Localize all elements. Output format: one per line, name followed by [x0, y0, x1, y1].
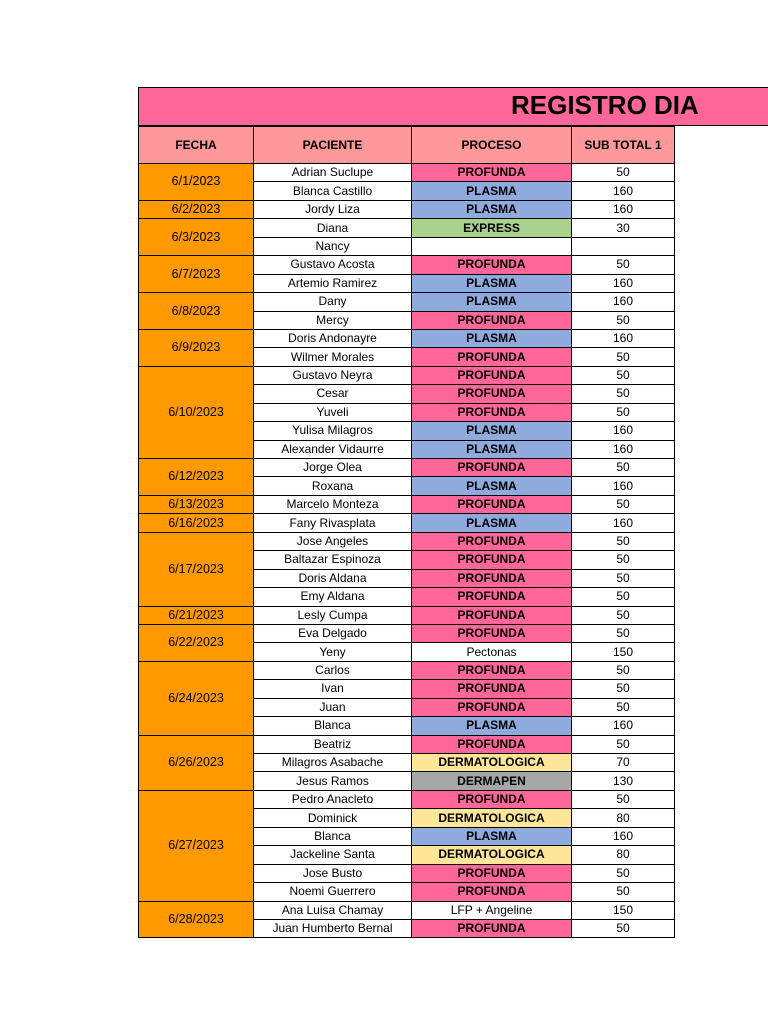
- patient-cell[interactable]: Gustavo Acosta: [254, 256, 412, 274]
- process-cell[interactable]: PROFUNDA: [412, 551, 572, 569]
- date-cell[interactable]: 6/12/2023: [139, 459, 254, 496]
- subtotal-cell[interactable]: 50: [572, 624, 675, 642]
- process-cell[interactable]: DERMATOLOGICA: [412, 754, 572, 772]
- subtotal-cell[interactable]: [572, 237, 675, 255]
- subtotal-cell[interactable]: 50: [572, 883, 675, 901]
- process-cell[interactable]: PROFUNDA: [412, 569, 572, 587]
- subtotal-cell[interactable]: 70: [572, 754, 675, 772]
- process-cell[interactable]: PROFUNDA: [412, 680, 572, 698]
- patient-cell[interactable]: Ivan: [254, 680, 412, 698]
- process-cell[interactable]: [412, 237, 572, 255]
- table-body: [139, 164, 675, 938]
- process-cell[interactable]: PROFUNDA: [412, 698, 572, 716]
- subtotal-cell[interactable]: 50: [572, 385, 675, 403]
- table-row: [139, 459, 675, 477]
- patient-cell[interactable]: Gustavo Neyra: [254, 366, 412, 384]
- patient-cell[interactable]: Dominick: [254, 809, 412, 827]
- table-row: [139, 735, 675, 753]
- date-cell[interactable]: 6/28/2023: [139, 901, 254, 938]
- process-cell[interactable]: Pectonas: [412, 643, 572, 661]
- process-cell[interactable]: PROFUNDA: [412, 864, 572, 882]
- date-cell[interactable]: 6/27/2023: [139, 790, 254, 901]
- patient-cell[interactable]: Marcelo Monteza: [254, 495, 412, 513]
- date-cell[interactable]: 6/10/2023: [139, 366, 254, 458]
- table-row: [139, 200, 675, 218]
- process-cell[interactable]: DERMAPEN: [412, 772, 572, 790]
- patient-cell[interactable]: Adrian Suclupe: [254, 164, 412, 182]
- patient-cell[interactable]: Beatriz: [254, 735, 412, 753]
- subtotal-cell[interactable]: 150: [572, 643, 675, 661]
- header-subtotal[interactable]: SUB TOTAL 1: [572, 127, 675, 164]
- patient-cell[interactable]: Mercy: [254, 311, 412, 329]
- subtotal-cell[interactable]: 50: [572, 864, 675, 882]
- table-row: [139, 329, 675, 347]
- patient-cell[interactable]: Jordy Liza: [254, 200, 412, 218]
- subtotal-cell[interactable]: 50: [572, 680, 675, 698]
- patient-cell[interactable]: Jackeline Santa: [254, 846, 412, 864]
- date-cell[interactable]: 6/1/2023: [139, 164, 254, 201]
- subtotal-cell[interactable]: 50: [572, 569, 675, 587]
- subtotal-cell[interactable]: 50: [572, 495, 675, 513]
- date-cell[interactable]: 6/7/2023: [139, 256, 254, 293]
- process-cell[interactable]: PROFUNDA: [412, 790, 572, 808]
- subtotal-cell[interactable]: 160: [572, 514, 675, 532]
- subtotal-cell[interactable]: 50: [572, 348, 675, 366]
- subtotal-cell[interactable]: 80: [572, 809, 675, 827]
- process-cell[interactable]: PLASMA: [412, 514, 572, 532]
- subtotal-cell[interactable]: 160: [572, 200, 675, 218]
- subtotal-cell[interactable]: 50: [572, 698, 675, 716]
- subtotal-cell[interactable]: 160: [572, 422, 675, 440]
- subtotal-cell[interactable]: 50: [572, 606, 675, 624]
- patient-cell[interactable]: Emy Aldana: [254, 588, 412, 606]
- header-proceso[interactable]: PROCESO: [412, 127, 572, 164]
- subtotal-cell[interactable]: 160: [572, 477, 675, 495]
- subtotal-cell[interactable]: 50: [572, 256, 675, 274]
- subtotal-cell[interactable]: 50: [572, 588, 675, 606]
- subtotal-cell[interactable]: 80: [572, 846, 675, 864]
- subtotal-cell[interactable]: 160: [572, 827, 675, 845]
- date-cell[interactable]: 6/16/2023: [139, 514, 254, 532]
- subtotal-cell[interactable]: 50: [572, 311, 675, 329]
- table-row: [139, 606, 675, 624]
- subtotal-cell[interactable]: 160: [572, 293, 675, 311]
- patient-cell[interactable]: Baltazar Espinoza: [254, 551, 412, 569]
- date-cell[interactable]: 6/13/2023: [139, 495, 254, 513]
- subtotal-cell[interactable]: 50: [572, 532, 675, 550]
- process-cell[interactable]: PLASMA: [412, 440, 572, 458]
- patient-cell[interactable]: Milagros Asabache: [254, 754, 412, 772]
- patient-cell[interactable]: Ana Luisa Chamay: [254, 901, 412, 919]
- patient-cell[interactable]: Eva Delgado: [254, 624, 412, 642]
- process-cell[interactable]: PLASMA: [412, 293, 572, 311]
- date-cell[interactable]: 6/17/2023: [139, 532, 254, 606]
- patient-cell[interactable]: Roxana: [254, 477, 412, 495]
- subtotal-cell[interactable]: 50: [572, 164, 675, 182]
- subtotal-cell[interactable]: 50: [572, 403, 675, 421]
- date-cell[interactable]: 6/26/2023: [139, 735, 254, 790]
- subtotal-cell[interactable]: 160: [572, 329, 675, 347]
- process-cell[interactable]: PROFUNDA: [412, 385, 572, 403]
- process-cell[interactable]: PROFUNDA: [412, 883, 572, 901]
- patient-cell[interactable]: Alexander Vidaurre: [254, 440, 412, 458]
- process-cell[interactable]: PROFUNDA: [412, 403, 572, 421]
- table-row: [139, 219, 675, 237]
- subtotal-cell[interactable]: 50: [572, 735, 675, 753]
- process-cell[interactable]: PLASMA: [412, 717, 572, 735]
- subtotal-cell[interactable]: 50: [572, 459, 675, 477]
- process-cell[interactable]: PLASMA: [412, 477, 572, 495]
- subtotal-cell[interactable]: 50: [572, 790, 675, 808]
- patient-cell[interactable]: Yuveli: [254, 403, 412, 421]
- patient-cell[interactable]: Pedro Anacleto: [254, 790, 412, 808]
- subtotal-cell[interactable]: 160: [572, 440, 675, 458]
- subtotal-cell[interactable]: 150: [572, 901, 675, 919]
- sheet-title: REGISTRO DIA: [511, 90, 699, 120]
- patient-cell[interactable]: Wilmer Morales: [254, 348, 412, 366]
- patient-cell[interactable]: Doris Andonayre: [254, 329, 412, 347]
- subtotal-cell[interactable]: 160: [572, 182, 675, 200]
- header-row: [139, 127, 675, 164]
- table-row: [139, 514, 675, 532]
- process-cell[interactable]: PROFUNDA: [412, 366, 572, 384]
- subtotal-cell[interactable]: 160: [572, 717, 675, 735]
- process-cell[interactable]: DERMATOLOGICA: [412, 846, 572, 864]
- patient-cell[interactable]: Jose Angeles: [254, 532, 412, 550]
- process-cell[interactable]: PROFUNDA: [412, 661, 572, 679]
- patient-cell[interactable]: Juan Humberto Bernal: [254, 919, 412, 937]
- table-row: [139, 293, 675, 311]
- table-row: [139, 901, 675, 919]
- patient-cell[interactable]: Jorge Olea: [254, 459, 412, 477]
- date-cell[interactable]: 6/21/2023: [139, 606, 254, 624]
- patient-cell[interactable]: Lesly Cumpa: [254, 606, 412, 624]
- date-cell[interactable]: 6/9/2023: [139, 329, 254, 366]
- process-cell[interactable]: PROFUNDA: [412, 606, 572, 624]
- process-cell[interactable]: PLASMA: [412, 827, 572, 845]
- process-cell[interactable]: PROFUNDA: [412, 735, 572, 753]
- patient-cell[interactable]: Yulisa Milagros: [254, 422, 412, 440]
- subtotal-cell[interactable]: 50: [572, 366, 675, 384]
- process-cell[interactable]: PLASMA: [412, 329, 572, 347]
- table-row: [139, 164, 675, 182]
- date-cell[interactable]: 6/2/2023: [139, 200, 254, 218]
- table-row: [139, 661, 675, 679]
- registry-table: [138, 126, 675, 938]
- process-cell[interactable]: PROFUNDA: [412, 164, 572, 182]
- process-cell[interactable]: PROFUNDA: [412, 532, 572, 550]
- subtotal-cell[interactable]: 130: [572, 772, 675, 790]
- process-cell[interactable]: PROFUNDA: [412, 256, 572, 274]
- table-row: [139, 532, 675, 550]
- process-cell[interactable]: PROFUNDA: [412, 624, 572, 642]
- subtotal-cell[interactable]: 160: [572, 274, 675, 292]
- date-cell[interactable]: 6/3/2023: [139, 219, 254, 256]
- process-cell[interactable]: PLASMA: [412, 200, 572, 218]
- patient-cell[interactable]: Blanca: [254, 717, 412, 735]
- table-row: [139, 256, 675, 274]
- table-row: [139, 495, 675, 513]
- process-cell[interactable]: PLASMA: [412, 182, 572, 200]
- patient-cell[interactable]: Blanca: [254, 827, 412, 845]
- date-cell[interactable]: 6/22/2023: [139, 624, 254, 661]
- patient-cell[interactable]: Carlos: [254, 661, 412, 679]
- patient-cell[interactable]: Diana: [254, 219, 412, 237]
- patient-cell[interactable]: Jose Busto: [254, 864, 412, 882]
- process-cell[interactable]: EXPRESS: [412, 219, 572, 237]
- header-paciente[interactable]: PACIENTE: [254, 127, 412, 164]
- table-row: [139, 624, 675, 642]
- process-cell[interactable]: PROFUNDA: [412, 588, 572, 606]
- subtotal-cell[interactable]: 50: [572, 919, 675, 937]
- subtotal-cell[interactable]: 50: [572, 551, 675, 569]
- process-cell[interactable]: PROFUNDA: [412, 311, 572, 329]
- process-cell[interactable]: PROFUNDA: [412, 919, 572, 937]
- subtotal-cell[interactable]: 30: [572, 219, 675, 237]
- patient-cell[interactable]: Blanca Castillo: [254, 182, 412, 200]
- patient-cell[interactable]: Juan: [254, 698, 412, 716]
- patient-cell[interactable]: Fany Rivasplata: [254, 514, 412, 532]
- header-fecha[interactable]: FECHA: [139, 127, 254, 164]
- date-cell[interactable]: 6/24/2023: [139, 661, 254, 735]
- process-cell[interactable]: DERMATOLOGICA: [412, 809, 572, 827]
- process-cell[interactable]: PROFUNDA: [412, 495, 572, 513]
- patient-cell[interactable]: Jesus Ramos: [254, 772, 412, 790]
- patient-cell[interactable]: Dany: [254, 293, 412, 311]
- table-row: [139, 366, 675, 384]
- process-cell[interactable]: PROFUNDA: [412, 459, 572, 477]
- table-row: [139, 790, 675, 808]
- patient-cell[interactable]: Doris Aldana: [254, 569, 412, 587]
- subtotal-cell[interactable]: 50: [572, 661, 675, 679]
- process-cell[interactable]: PROFUNDA: [412, 348, 572, 366]
- patient-cell[interactable]: Yeny: [254, 643, 412, 661]
- date-cell[interactable]: 6/8/2023: [139, 293, 254, 330]
- process-cell[interactable]: PLASMA: [412, 422, 572, 440]
- process-cell[interactable]: LFP + Angeline: [412, 901, 572, 919]
- patient-cell[interactable]: Nancy: [254, 237, 412, 255]
- patient-cell[interactable]: Cesar: [254, 385, 412, 403]
- process-cell[interactable]: PLASMA: [412, 274, 572, 292]
- patient-cell[interactable]: Artemio Ramirez: [254, 274, 412, 292]
- patient-cell[interactable]: Noemi Guerrero: [254, 883, 412, 901]
- title-banner: [138, 87, 768, 126]
